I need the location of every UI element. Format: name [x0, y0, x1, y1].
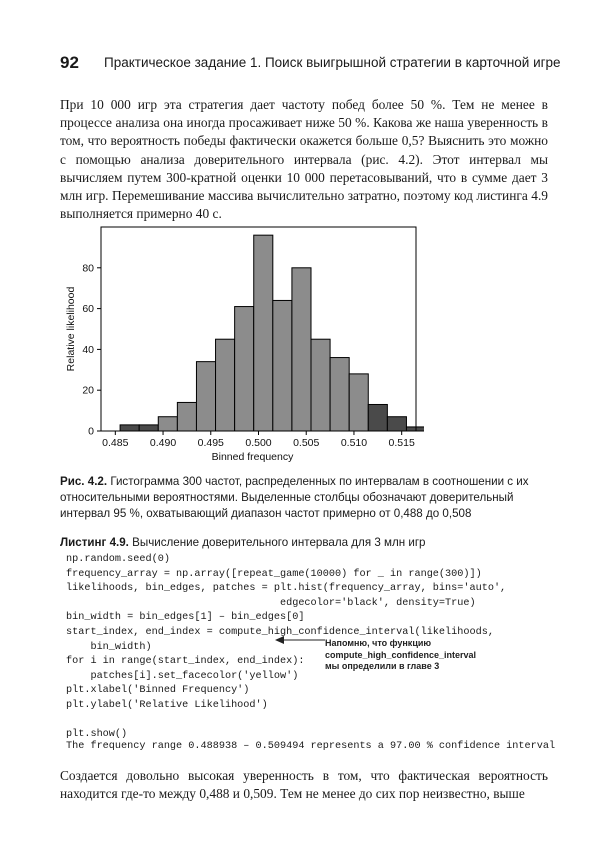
histogram-bar — [177, 402, 196, 431]
y-tick-label: 80 — [82, 262, 94, 275]
x-tick-label: 0.505 — [293, 437, 320, 449]
listing-title-text: Вычисление доверительного интервала для 3 млн игр — [128, 536, 426, 549]
body-paragraph-1: При 10 000 игр эта стратегия дает частоту побед более 50 %. Тем не менее в процессе анализа она иногда просаживает ниже 50 %. Какова же наша уверенность в том, что вероятность победы фактически окажется больше 0,5? Выяснить это можно с помощью анализа доверительного интервала (рис. 4.2). Этот интервал мы вычисляем путем 300-кратной оценки 10 000 перетасовываний, что в сумме дает 3 млн игр. Перемешивание массива вычислительно затратно, поэтому код листинга 4.9 выполняется примерно 40 с. — [60, 97, 548, 222]
histogram-chart — [62, 220, 424, 464]
y-tick-label: 20 — [82, 384, 94, 397]
x-tick-label: 0.515 — [388, 437, 415, 449]
page-number: 92 — [60, 53, 79, 72]
code-annotation-line: compute_high_confidence_interval — [325, 649, 477, 660]
code-output: The frequency range 0.488938 – 0.509494 represents a 97.00 % confidence interval — [66, 741, 556, 752]
histogram-bar — [139, 425, 158, 431]
histogram-bar — [216, 339, 235, 431]
histogram-bar — [368, 404, 387, 431]
x-tick-label: 0.495 — [197, 437, 224, 449]
x-tick-label: 0.485 — [102, 437, 129, 449]
histogram-bar — [120, 425, 139, 431]
y-tick-label: 0 — [88, 425, 94, 438]
running-title: Практическое задание 1. Поиск выигрышной стратегии в карточной игре — [104, 55, 561, 70]
histogram-bar — [311, 339, 330, 431]
code-annotation — [325, 638, 476, 673]
listing-title — [60, 536, 426, 549]
x-tick-label: 0.500 — [245, 437, 272, 449]
y-tick-label: 40 — [82, 343, 94, 356]
y-axis-label: Relative likelihood — [65, 286, 77, 372]
code-annotation-line: мы определили в главе 3 — [325, 661, 440, 671]
x-axis-label: Binned frequency — [211, 451, 294, 463]
code-listing: np.random.seed(0) frequency_array = np.array([repeat_game(10000) for _ in range(300)]) likelihoods, bin_edges, patches = plt.hist(frequency_array, bins='auto', edgecolor='black', density=True) bin_width = bin_edges[1] – bin_edges[0] start_index, end_index = compute_high_confidence_interval(likelihoods, bin_width) for i in range(start_index, end_index): patches[i].set_facecolor('yellow') plt.xlabel('Binned Frequency') plt.ylabel('Relative Likelihood') plt.show() — [66, 554, 507, 741]
histogram-bar — [158, 417, 177, 431]
histogram-bar — [196, 362, 215, 431]
body-paragraph-2: Создается довольно высокая уверенность в том, что фактическая вероятность находится где-то между 0,488 и 0,509. Тем не менее до сих пор неизвестно, выше — [60, 768, 548, 802]
histogram-bar — [273, 300, 292, 431]
x-tick-label: 0.490 — [149, 437, 177, 449]
histogram-bar — [387, 417, 406, 431]
y-tick-label: 60 — [82, 303, 94, 316]
histogram-bar — [406, 427, 424, 431]
code-annotation-line: Напомню, что функцию — [325, 638, 432, 648]
histogram-bar — [235, 307, 254, 431]
figure-caption — [60, 474, 550, 522]
histogram-bar — [254, 235, 273, 431]
figure-caption-text: Гистограмма 300 частот, распределенных по интервалам в соотношении с их относительными вероятностями. Выделенные столбцы обозначают доверительный интервал 95 %, охватывающий диапазон частот примерно от 0,488 до 0,508 — [60, 475, 529, 520]
histogram-bar — [330, 358, 349, 431]
listing-label: Листинг 4.9. — [60, 536, 129, 549]
histogram-bar — [292, 268, 311, 431]
annotation-arrow-icon — [275, 632, 327, 648]
figure-label: Рис. 4.2. — [60, 475, 108, 488]
histogram-bar — [349, 374, 368, 431]
x-tick-label: 0.510 — [340, 437, 368, 449]
